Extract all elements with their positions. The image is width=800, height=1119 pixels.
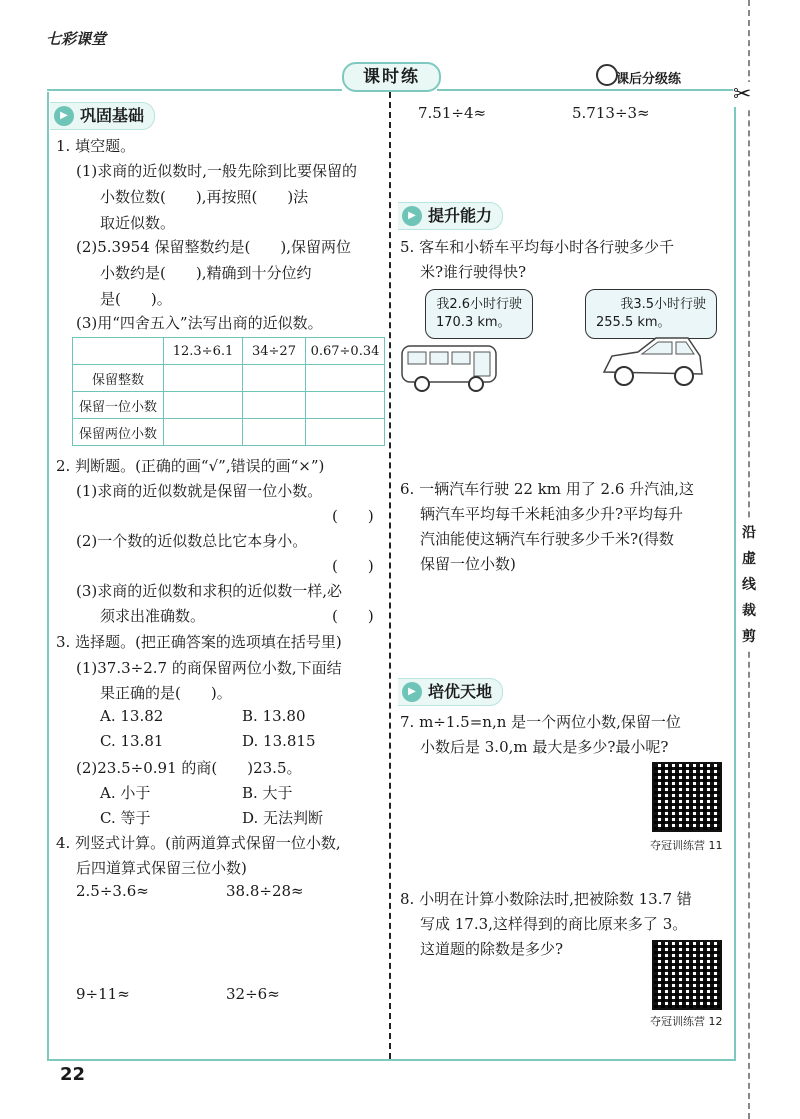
answer-cell[interactable] — [243, 419, 306, 446]
calc-expr: 5.713÷3≈ — [572, 104, 650, 122]
q4-title-line2: 后四道算式保留三位小数) — [76, 859, 247, 877]
q6-line4: 保留一位小数) — [420, 555, 516, 573]
play-icon: ▶ — [402, 206, 422, 226]
option-a[interactable]: A. 小于 — [100, 784, 151, 802]
q2-answer1[interactable]: ( ) — [332, 507, 374, 525]
clock-icon — [596, 64, 618, 86]
section-basic: ▶ 巩固基础 — [50, 102, 155, 130]
car-illustration — [598, 330, 706, 396]
calc-expr: 7.51÷4≈ — [418, 104, 487, 122]
q3-p2: (2)23.5÷0.91 的商( )23.5。 — [76, 759, 302, 777]
q2-answer2[interactable]: ( ) — [332, 557, 374, 575]
q3-p1-line1: (1)37.3÷2.7 的商保留两位小数,下面结 — [76, 659, 342, 677]
header-rule-right — [437, 89, 734, 91]
q1-p2-line1: (2)5.3954 保留整数约是( ),保留两位 — [76, 238, 351, 256]
q3-p1-line2: 果正确的是( )。 — [100, 684, 232, 702]
q6-line3: 汽油能使这辆汽车行驶多少千米?(得数 — [420, 530, 674, 548]
calc-expr: 9÷11≈ — [76, 985, 130, 1003]
table-header-cell: 12.3÷6.1 — [164, 338, 243, 365]
cut-instruction: 沿 虚 线 裁 剪 — [739, 520, 759, 650]
q3-title: 3. 选择题。(把正确答案的选项填在括号里) — [56, 633, 342, 651]
q6-line2: 辆汽车平均每千米耗油多少升?平均每升 — [420, 505, 684, 523]
section-improve: ▶ 提升能力 — [398, 202, 503, 230]
q1-title: 1. 填空题。 — [56, 137, 136, 155]
option-b[interactable]: B. 13.80 — [242, 707, 306, 725]
play-icon: ▶ — [402, 682, 422, 702]
option-a[interactable]: A. 13.82 — [100, 707, 164, 725]
table-header-cell: 34÷27 — [243, 338, 306, 365]
q2-item3-line2: 须求出准确数。 — [100, 607, 206, 625]
table-row-label: 保留一位小数 — [73, 392, 164, 419]
play-icon: ▶ — [54, 106, 74, 126]
scissors-icon: ✂ — [733, 82, 752, 107]
qr-code-11[interactable] — [652, 762, 722, 832]
q1-p1-line2: 小数位数( ),再按照( )法 — [100, 188, 309, 206]
table-row-label: 保留整数 — [73, 365, 164, 392]
table-header-cell — [73, 338, 164, 365]
answer-cell[interactable] — [306, 419, 385, 446]
qr-caption-11: 夺冠训练营 11 — [650, 839, 723, 852]
qr-caption-12: 夺冠训练营 12 — [650, 1015, 723, 1028]
q7-line1: 7. m÷1.5=n,n 是一个两位小数,保留一位 — [400, 713, 681, 731]
q2-item2: (2)一个数的近似数总比它本身小。 — [76, 532, 308, 550]
answer-cell[interactable] — [164, 419, 243, 446]
q6-line1: 6. 一辆汽车行驶 22 km 用了 2.6 升汽油,这 — [400, 480, 694, 498]
brand-logo: 七彩课堂 — [46, 30, 107, 48]
answer-cell[interactable] — [243, 392, 306, 419]
q2-item3-line1: (3)求商的近似数和求积的近似数一样,必 — [76, 582, 343, 600]
q8-line1: 8. 小明在计算小数除法时,把被除数 13.7 错 — [400, 890, 692, 908]
bus-illustration — [398, 332, 502, 394]
answer-cell[interactable] — [243, 365, 306, 392]
header-rule-left — [47, 89, 342, 91]
column-divider — [389, 92, 391, 1059]
option-c[interactable]: C. 13.81 — [100, 732, 164, 750]
approx-table — [72, 337, 385, 446]
q2-answer3[interactable]: ( ) — [332, 607, 374, 625]
q1-p3: (3)用“四舍五入”法写出商的近似数。 — [76, 314, 323, 332]
answer-cell[interactable] — [164, 392, 243, 419]
calc-expr: 2.5÷3.6≈ — [76, 882, 149, 900]
q2-item1: (1)求商的近似数就是保留一位小数。 — [76, 482, 323, 500]
calc-expr: 32÷6≈ — [226, 985, 280, 1003]
page-title: 课时练 — [342, 62, 441, 92]
q5-line1: 5. 客车和小轿车平均每小时各行驶多少千 — [400, 238, 675, 256]
option-b[interactable]: B. 大于 — [242, 784, 293, 802]
page-number: 22 — [60, 1064, 86, 1085]
option-d[interactable]: D. 13.815 — [242, 732, 316, 750]
speech-bubble-car: 我3.5小时行驶 255.5 km。 — [585, 289, 717, 339]
answer-cell[interactable] — [306, 392, 385, 419]
q1-p2-line2: 小数约是( ),精确到十分位约 — [100, 264, 312, 282]
answer-cell[interactable] — [164, 365, 243, 392]
speech-bubble-bus: 我2.6小时行驶 170.3 km。 — [425, 289, 533, 339]
q1-p1-line3: 取近似数。 — [100, 214, 176, 232]
header-tag: 课后分级练 — [616, 72, 682, 87]
q7-line2: 小数后是 3.0,m 最大是多少?最小呢? — [420, 738, 669, 756]
q2-title: 2. 判断题。(正确的画“√”,错误的画“×”) — [56, 457, 325, 475]
q8-line2: 写成 17.3,这样得到的商比原来多了 3。 — [420, 915, 688, 933]
qr-code-12[interactable] — [652, 940, 722, 1010]
q1-p1-line1: (1)求商的近似数时,一般先除到比要保留的 — [76, 162, 358, 180]
q8-line3: 这道题的除数是多少? — [420, 940, 564, 958]
q1-p2-line3: 是( )。 — [100, 290, 172, 308]
answer-cell[interactable] — [306, 365, 385, 392]
q5-line2: 米?谁行驶得快? — [420, 263, 527, 281]
calc-expr: 38.8÷28≈ — [226, 882, 304, 900]
table-header-cell: 0.67÷0.34 — [306, 338, 385, 365]
option-c[interactable]: C. 等于 — [100, 809, 151, 827]
table-row-label: 保留两位小数 — [73, 419, 164, 446]
option-d[interactable]: D. 无法判断 — [242, 809, 324, 827]
q4-title-line1: 4. 列竖式计算。(前两道算式保留一位小数, — [56, 834, 341, 852]
section-advanced: ▶ 培优天地 — [398, 678, 503, 706]
